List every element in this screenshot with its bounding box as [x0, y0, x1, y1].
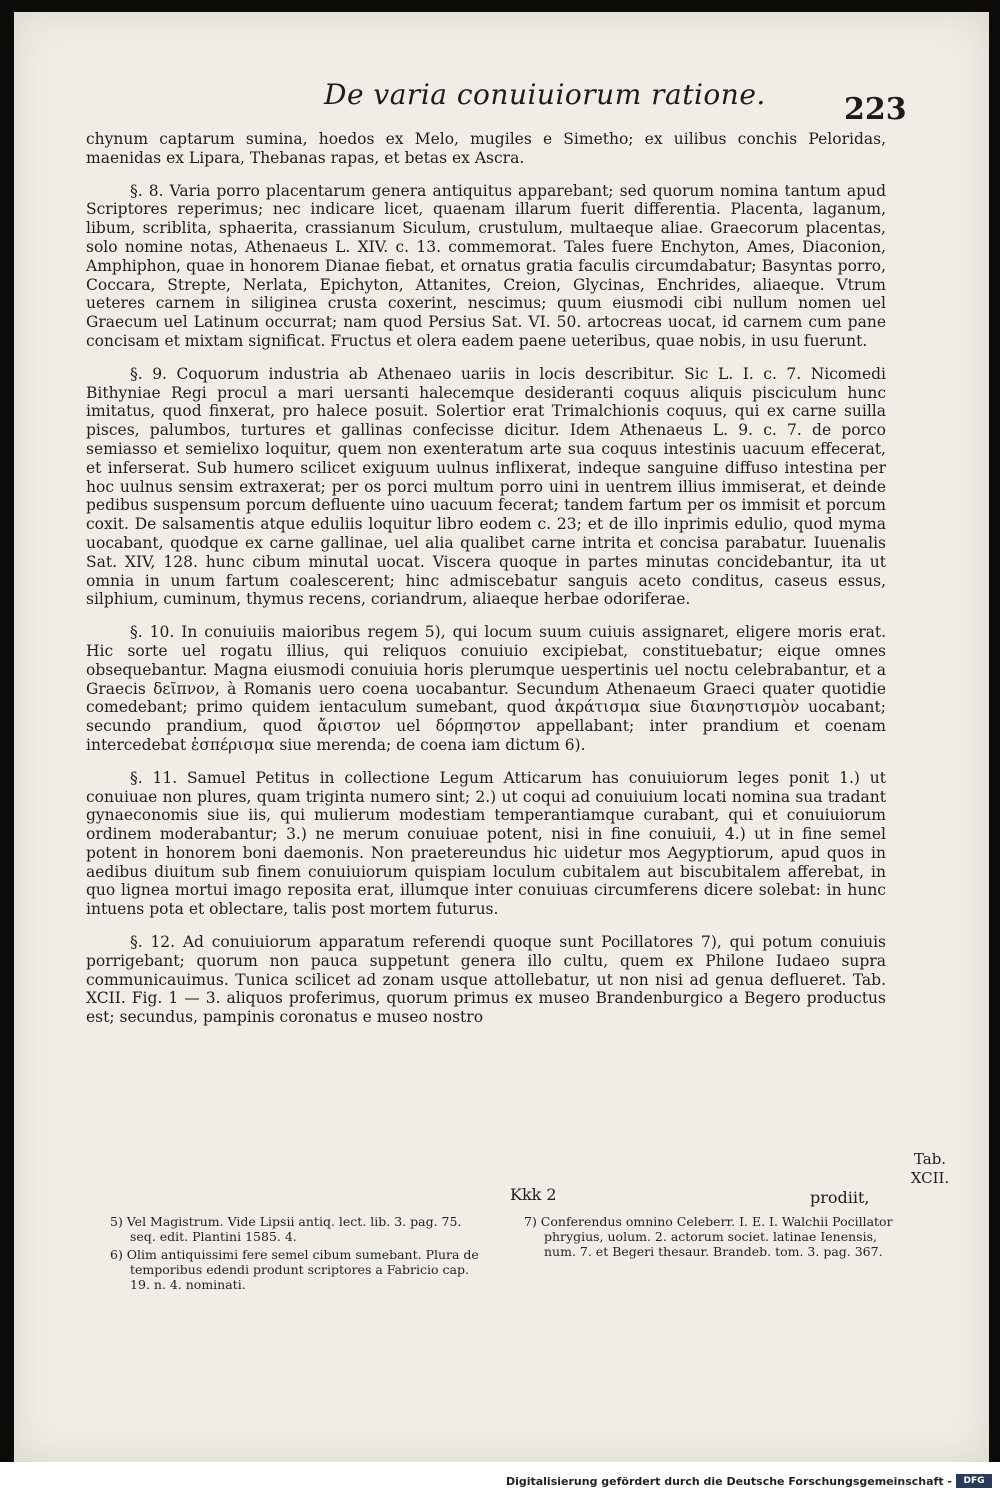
footnote: 5) Vel Magistrum. Vide Lipsii antiq. lect. lib. 3. pag. 75. seq. edit. Plantini 1585. 4.: [110, 1214, 462, 1244]
paragraph-section-10: §. 10. In conuiuiis maioribus regem 5), qui locum suum cuiuis assignaret, eligere moris erat. Hic sorte uel rogatu illius, qui reliquos conuiuio excipiebat, constituebatur; eique omnes obsequebantur. Magna eiusmodi conuiuia horis plerumque uespertinis uel noctu celebrabantur, et a Graecis δεῖπνον, à Romanis uero coena uocabantur. Secundum Athenaeum Graeci quater quotidie comedebant; primo quidem ientaculum sumebant, quod ἀκράτισμα siue διανηστισμὸν uocabant; secundo prandium, quod ἄριστον uel δόρπηστον appellabant; inter prandium et coenam intercedebat ἑσπέρισμα siue merenda; de coena iam dictum 6).: [86, 623, 886, 754]
running-head: De varia conuiuiorum ratione.: [324, 78, 766, 111]
footnotes-left-column: [110, 1214, 486, 1295]
footnote: 6) Olim antiquissimi fere semel cibum sumebant. Plura de temporibus edendi produnt scriptores a Fabricio cap. 19. n. 4. nominati.: [110, 1247, 479, 1292]
body-text: [86, 130, 886, 1041]
footnotes-right-column: [524, 1214, 900, 1295]
footer-credit: Digitalisierung gefördert durch die Deutsche Forschungsgemeinschaft -: [505, 1475, 952, 1488]
signature-mark: Kkk 2: [510, 1185, 557, 1204]
margin-note-line: Tab.: [913, 1150, 947, 1168]
paragraph-section-8: §. 8. Varia porro placentarum genera antiquitus apparebant; sed quorum nomina tantum apud Scriptores reperimus; nec indicare licet, quaenam illarum fuerit differentia. Placenta, laganum, libum, scriblita, sphaerita, crassianum Siculum, crustulum, multaeque aliae. Graecorum placentas, solo nomine notas, Athenaeus L. XIV. c. 13. commemorat. Tales fuere Enchyton, Ames, Diaconion, Amphiphon, quae in honorem Dianae fiebat, et ornatus gratia faculis circumdabatur; Basyntas porro, Coccara, Strepte, Nerlata, Epichyton, Attanites, Creion, Glycinas, Enchrides, aliaeque. Vtrum ueteres carnem in siliginea crusta coxerint, nescimus; quum eiusmodi cibi nullum nomen uel Graecum uel Latinum occurrat; nam quod Persius Sat. VI. 50. artocreas uocat, id carnem cum pane concisam et mixtam significat. Fructus et olera eadem paene ueteribus, quae nobis, in usu fuerunt.: [86, 181, 886, 350]
page-number: 223: [844, 92, 907, 127]
digitization-footer: [0, 1462, 1000, 1497]
margin-note-line: XCII.: [910, 1169, 950, 1187]
paragraph-continuation: chynum captarum sumina, hoedos ex Melo, mugiles e Simetho; ex uilibus conchis Peloridas, maenidas ex Lipara, Thebanas rapas, et betas ex Ascra.: [86, 130, 886, 167]
dfg-logo-icon: DFG: [956, 1474, 992, 1488]
paragraph-section-12: §. 12. Ad conuiuiorum apparatum referendi quoque sunt Pocillatores 7), qui potum conuiuis porrigebant; quorum non pauca suppetunt genera illo cultu, quem ex Philone Iudaeo supra communicauimus. Tunica scilicet ad zonam usque attollebatur, ut non nisi ad genua deflueret. Tab. XCII. Fig. 1 — 3. aliquos proferimus, quorum primus ex museo Brandenburgico a Begero productus est; secundus, pampinis coronatus e museo nostro: [86, 933, 886, 1027]
footnote: 7) Conferendus omnino Celeberr. I. E. I. Walchii Pocillator phrygius, uolum. 2. actorum societ. latinae Ienensis, num. 7. et Begeri thesaur. Brandeb. tom. 3. pag. 367.: [524, 1214, 893, 1259]
catchword: prodiit,: [810, 1188, 870, 1207]
paragraph-section-11: §. 11. Samuel Petitus in collectione Legum Atticarum has conuiuiorum leges ponit 1.) ut conuiuae non plures, quam triginta numero sint; 2.) ut coqui ad conuiuium locati nomina sua tradant gynaeconomis siue iis, qui mulierum modestiam temperantiamque curabant, qui et conuiuiorum ordinem moderabantur; 3.) ne merum conuiuae potent, nisi in fine conuiuii, 4.) ut in fine semel potent in honorem boni daemonis. Non praetereundus hic uidetur mos Aegyptiorum, apud quos in aedibus diuitum sub finem conuiuiorum quispiam loculum cubitalem aut biscubitalem afferebat, in quo lignea mortui imago reposita erat, illumque inter conuiuas circumferens dicere solebat: in hunc intuens pota et oblectare, talis post mortem futurus.: [86, 768, 886, 919]
footnotes: [110, 1214, 900, 1295]
book-page: [14, 12, 989, 1462]
margin-note: [900, 1150, 960, 1188]
paragraph-section-9: §. 9. Coquorum industria ab Athenaeo uariis in locis describitur. Sic L. I. c. 7. Nicomedi Bithyniae Regi procul a mari uersanti halecemque desideranti coquus aliquis pisciculum hunc imitatus, quod finxerat, pro halece posuit. Solertior erat Trimalchionis coquus, qui ex carne suilla pisces, palumbos, turtures et gallinas confecisse dicitur. Idem Athenaeus L. 9. c. 7. de porco semiasso et semielixo loquitur, quem non exenteratum arte sua coquus intestinis uacuum effecerat, et inferserat. Sub humero scilicet exiguum uulnus inflixerat, indeque sanguine diffuso intestina per hoc uulnus sensim extraxerat; per os porci multum porro uini in uentrem illius immiserat, et deinde pedibus suspensum porcum defluente uino uacuum fecerat; tandem fartum per os immisit et porcum coxit. De salsamentis atque eduliis loquitur libro eodem c. 23; et de illo inprimis edulio, quod myma uocabant, quodque ex carne gallinae, uel alia qualibet carne intrita et concisa parabatur. Iuuenalis Sat. XIV, 128. hunc cibum minutal uocat. Viscera quoque in partes minutas concidebantur, ita ut omnia in unum fartum coalescerent; hinc admiscebatur sanguis aceto conditus, caseus essus, silphium, cuminum, thymus recens, coriandrum, aliaeque herbae odoriferae.: [86, 364, 886, 609]
